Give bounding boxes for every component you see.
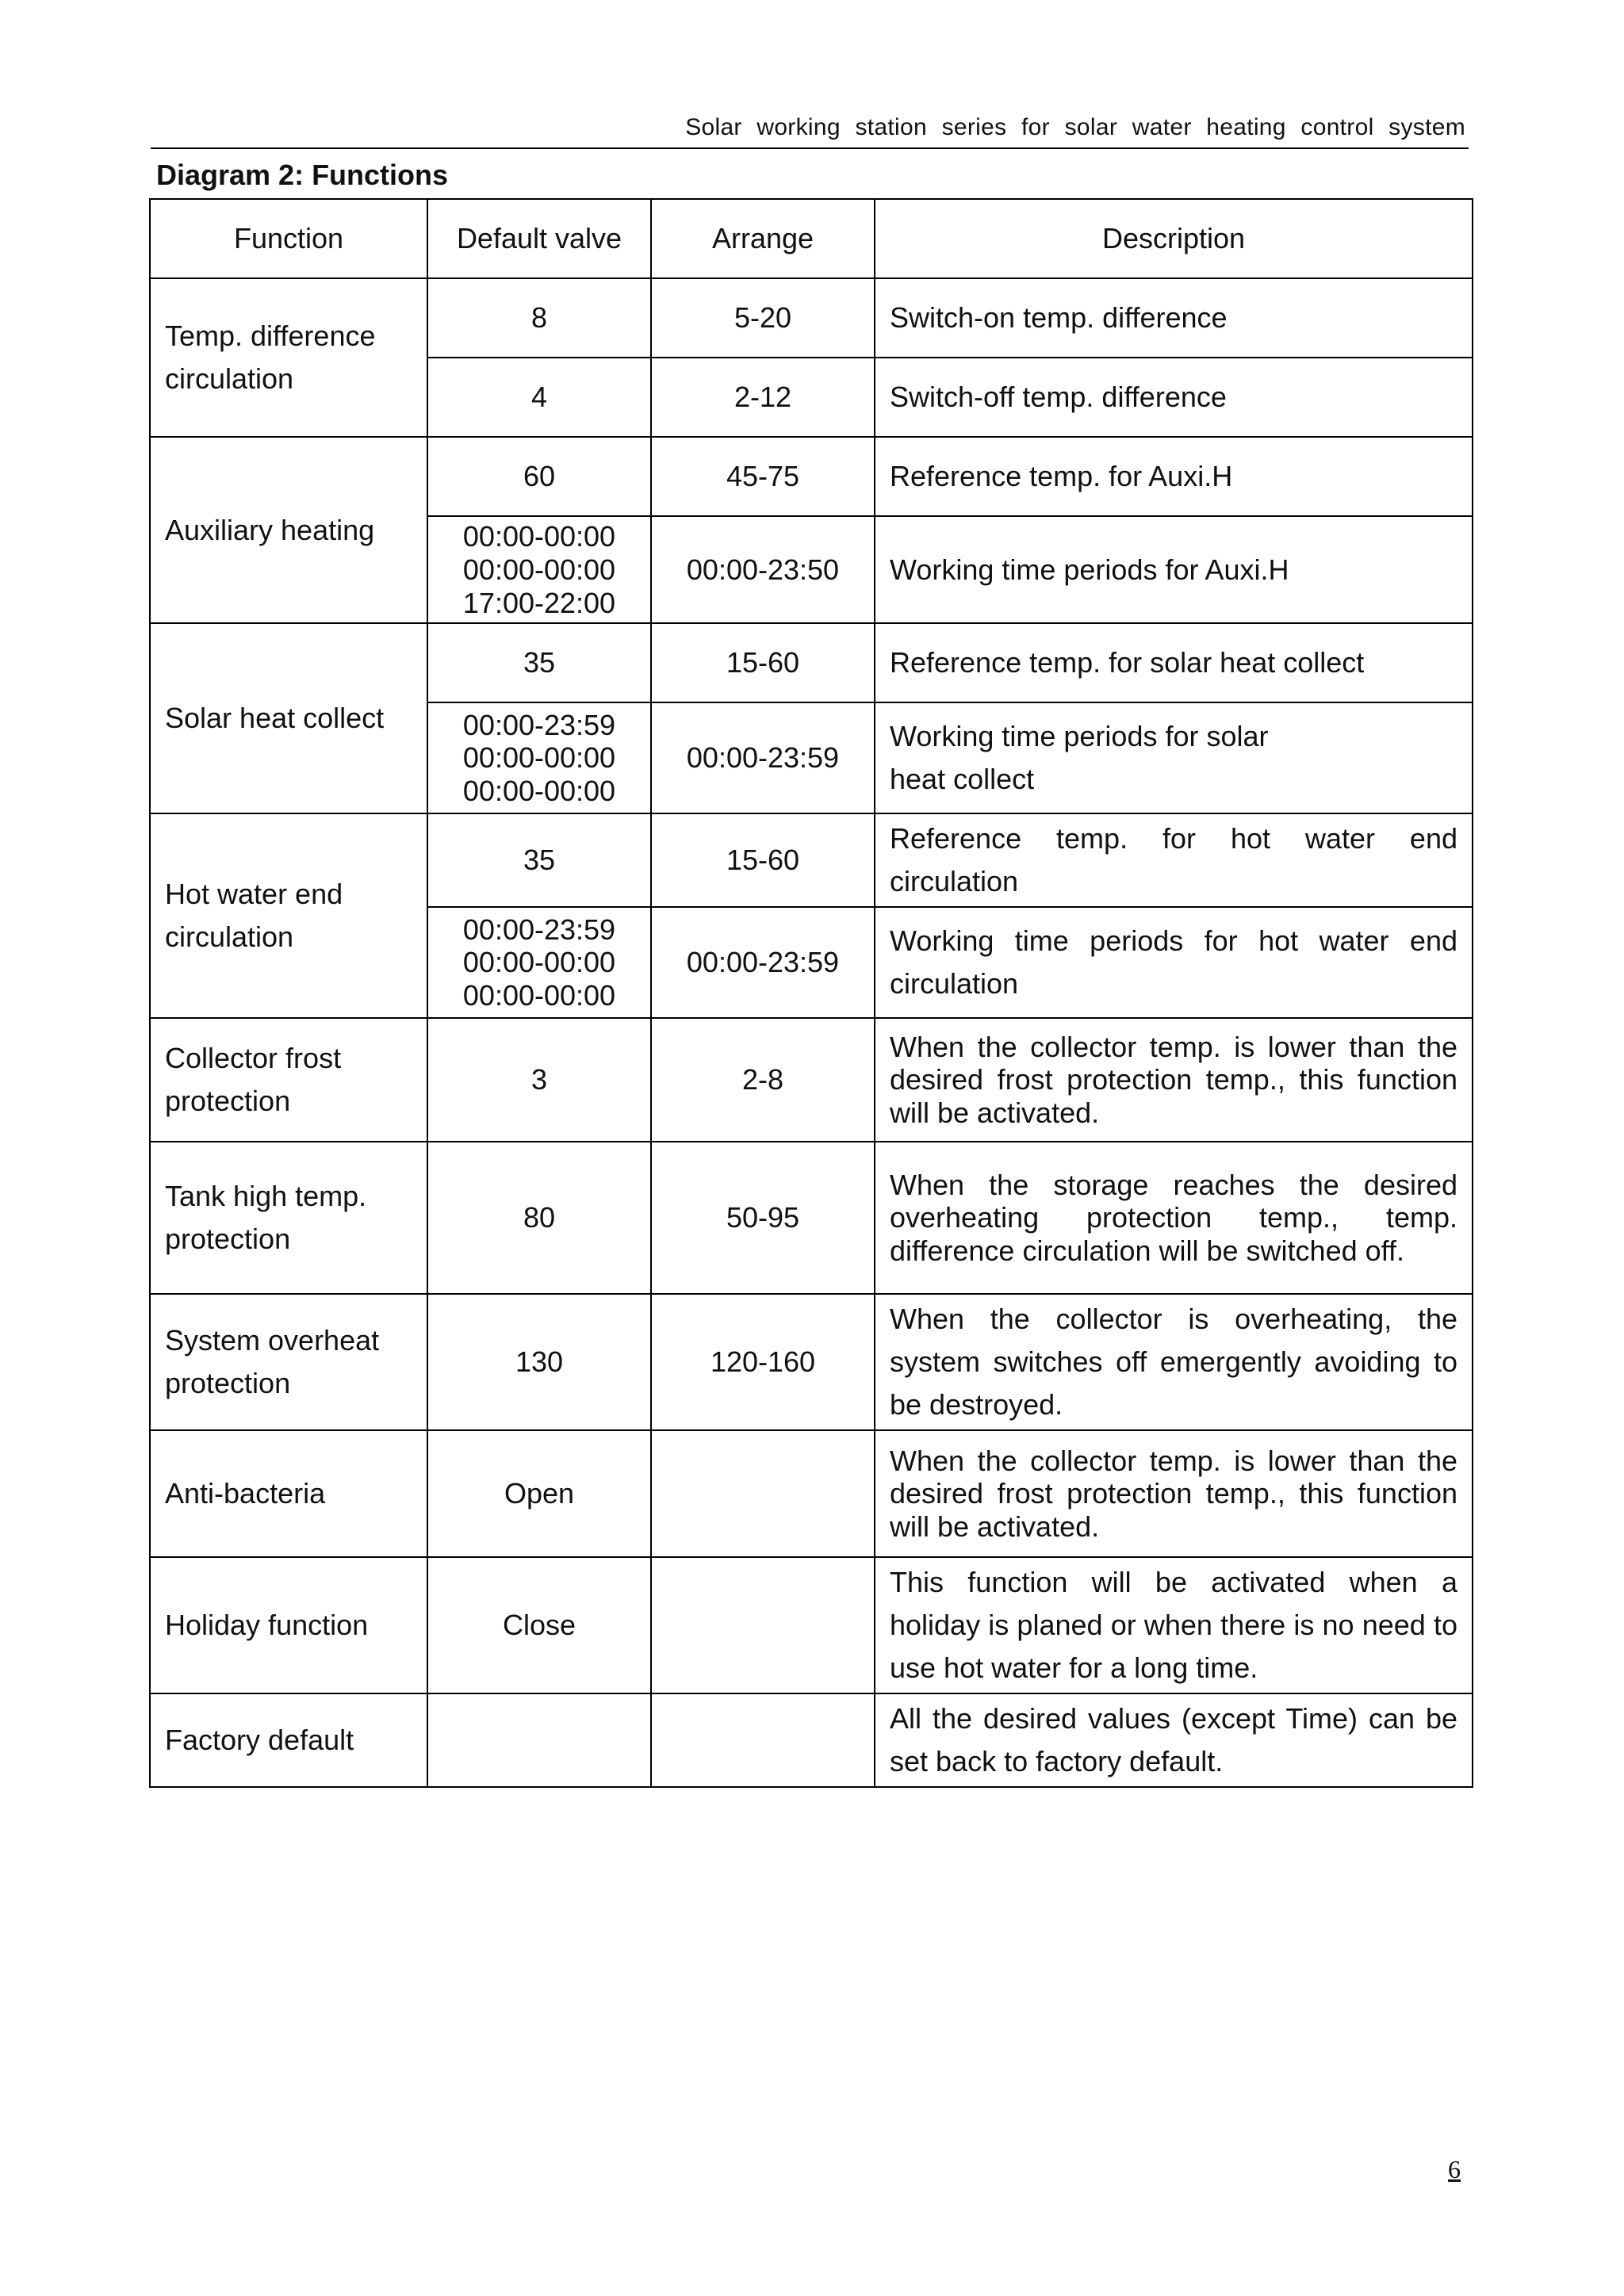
page-number: 6 [1448, 2155, 1461, 2183]
column-header-description: Description [875, 199, 1473, 278]
time-period-3: 00:00-00:00 [462, 775, 616, 808]
default-value-cell: 3 [427, 1018, 651, 1142]
function-cell: Factory default [150, 1693, 427, 1787]
description-cell: Working time periods for Auxi.H [875, 516, 1473, 623]
function-cell: Temp. difference circulation [150, 278, 427, 437]
description-cell: Working time periods for hot water end circulation [875, 907, 1473, 1018]
range-cell: 120-160 [651, 1294, 875, 1430]
time-period-1: 00:00-23:59 [462, 708, 616, 741]
functions-table [149, 198, 1473, 1788]
function-line-2: protection [165, 1085, 291, 1118]
default-value-cell [427, 702, 651, 813]
table-row [150, 1693, 1473, 1787]
table-row [150, 437, 1473, 516]
column-header-arrange: Arrange [651, 199, 875, 278]
default-value-cell: 8 [427, 278, 651, 358]
function-cell: Hot water end circulation [150, 813, 427, 1018]
range-cell: 2-8 [651, 1018, 875, 1142]
function-line-1: Tank high temp. [165, 1180, 367, 1213]
function-line-1: System overheat [165, 1324, 380, 1357]
range-cell: 00:00-23:50 [651, 516, 875, 623]
range-cell: 15-60 [651, 623, 875, 702]
description-cell: Switch-on temp. difference [875, 278, 1473, 358]
description-cell: Switch-off temp. difference [875, 358, 1473, 437]
description-cell: Reference temp. for hot water end circulation [875, 813, 1473, 907]
function-line-2: protection [165, 1367, 291, 1400]
function-cell: Solar heat collect [150, 623, 427, 813]
description-line-1: Working time periods for solar [890, 720, 1269, 753]
description-cell: This function will be activated when a holiday is planed or when there is no need to use hot water for a long time. [875, 1557, 1473, 1693]
column-header-function: Function [150, 199, 427, 278]
time-period-1: 00:00-00:00 [462, 520, 616, 553]
range-cell: 15-60 [651, 813, 875, 907]
function-cell [150, 1018, 427, 1142]
range-cell: 00:00-23:59 [651, 907, 875, 1018]
diagram-title: Diagram 2: Functions [156, 159, 449, 191]
header-rule [151, 147, 1469, 149]
function-cell: Anti-bacteria [150, 1430, 427, 1557]
default-value-cell: 35 [427, 623, 651, 702]
description-cell [875, 702, 1473, 813]
table-row [150, 1557, 1473, 1693]
description-cell: Reference temp. for Auxi.H [875, 437, 1473, 516]
default-value-cell: 4 [427, 358, 651, 437]
default-value-cell [427, 907, 651, 1018]
description-line-2: heat collect [890, 763, 1035, 796]
range-cell: 50-95 [651, 1142, 875, 1294]
running-header: Solar working station series for solar water heating control system [685, 114, 1465, 140]
table-row [150, 813, 1473, 907]
function-cell [150, 1294, 427, 1430]
range-cell: 2-12 [651, 358, 875, 437]
description-cell: When the collector is overheating, the system switches off emergently avoiding to be destroyed. [875, 1294, 1473, 1430]
description-cell: Reference temp. for solar heat collect [875, 623, 1473, 702]
time-period-3: 00:00-00:00 [462, 979, 616, 1012]
table-row [150, 1294, 1473, 1430]
table-row [150, 1430, 1473, 1557]
description-cell: When the collector temp. is lower than the desired frost protection temp., this function will be activated. [875, 1430, 1473, 1557]
range-cell: 45-75 [651, 437, 875, 516]
default-value-cell: Close [427, 1557, 651, 1693]
default-value-cell: 60 [427, 437, 651, 516]
function-cell: Holiday function [150, 1557, 427, 1693]
column-header-default-value: Default valve [427, 199, 651, 278]
table-row [150, 1018, 1473, 1142]
default-value-cell [427, 516, 651, 623]
function-line-1: Collector frost [165, 1042, 342, 1075]
range-cell: 00:00-23:59 [651, 702, 875, 813]
time-period-2: 00:00-00:00 [462, 553, 616, 586]
time-period-2: 00:00-00:00 [462, 946, 616, 979]
function-cell: Auxiliary heating [150, 437, 427, 623]
table-header-row [150, 199, 1473, 278]
function-cell [150, 1142, 427, 1294]
default-value-cell: 130 [427, 1294, 651, 1430]
default-value-cell: Open [427, 1430, 651, 1557]
range-cell [651, 1693, 875, 1787]
range-cell [651, 1430, 875, 1557]
description-cell: When the storage reaches the desired overheating protection temp., temp. difference circulation will be switched off. [875, 1142, 1473, 1294]
table-row [150, 1142, 1473, 1294]
time-period-2: 00:00-00:00 [462, 741, 616, 775]
range-cell [651, 1557, 875, 1693]
function-line-2: protection [165, 1223, 291, 1256]
table-row [150, 278, 1473, 358]
time-period-3: 17:00-22:00 [462, 586, 616, 619]
description-cell: When the collector temp. is lower than the desired frost protection temp., this function will be activated. [875, 1018, 1473, 1142]
default-value-cell: 35 [427, 813, 651, 907]
table-row [150, 623, 1473, 702]
description-cell: All the desired values (except Time) can be set back to factory default. [875, 1693, 1473, 1787]
default-value-cell: 80 [427, 1142, 651, 1294]
time-period-1: 00:00-23:59 [462, 913, 616, 946]
default-value-cell [427, 1693, 651, 1787]
range-cell: 5-20 [651, 278, 875, 358]
